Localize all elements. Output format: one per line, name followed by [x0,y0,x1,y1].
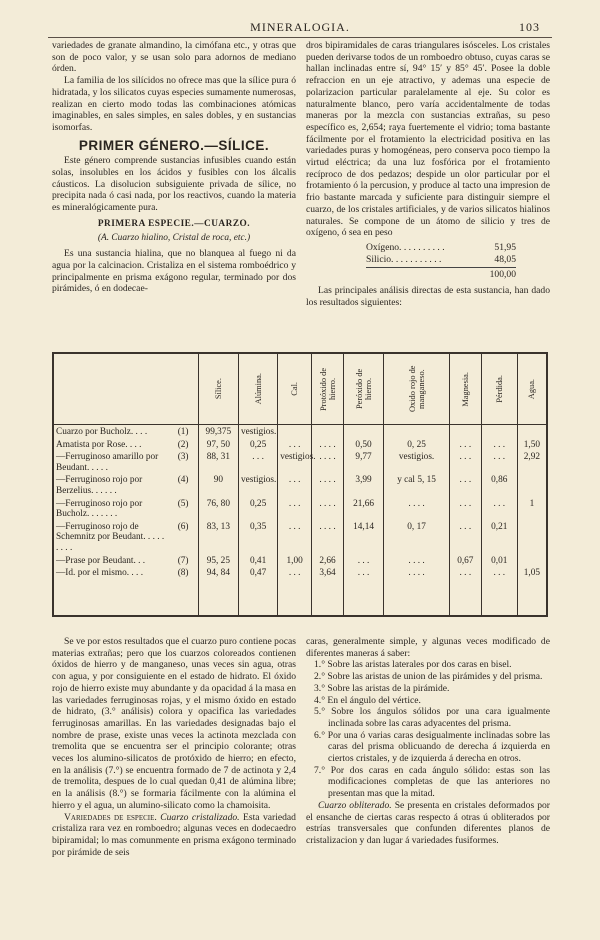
table-cell: 90 [198,473,238,496]
table-cell: 1,05 [517,566,546,579]
sample-name: —Ferruginoso amarillo por Beudant. . . . . [56,452,159,473]
table-cell: vestigios. [278,450,312,473]
table-cell: 0,25 [238,438,277,451]
table-cell [517,520,546,554]
table-row [54,473,546,496]
table-cell: . . . [449,520,481,554]
table-cell [481,579,517,615]
running-title: MINERALOGIA. [250,20,350,34]
table-cell: 1 [517,497,546,520]
sample-number: (4) [177,475,189,486]
paragraph: Se ve por estos resultados que el cuarzo puro contiene pocas materias extrañas; pero que los cuarzos coloreados contienen óxidos de hierro y de manganeso, unas veces sin agua, otras con agua, y por consiguiente en el estado de hidrato. El óxido rojo de hierro existe muy abundante y da opacidad á la masa en las variedades ferruginosas rojas, y el mismo óxido en estado de hidrato, (3.° análisis) colora y opacifica las variedades ferruginosas amarillas. En las variedades designadas bajo el nombre de prase, existe unas veces la actinota mezclada con tremolita que se encuentra ser el principio colorante; otras veces los alumino-silicatos de protóxido de hierro; en efecto, en la análisis (7.°) se encuentra formado de 7 de actinota y 2,4 de tremolita, despues de lo cual quedan 0,41 de alúmina libre; en la análisis (8.°) se formaria fácilmente con la alúmina el hierro y el agua, un alumino-silicato como la chamoisita. [52,636,296,811]
table-cell: 2,92 [517,450,546,473]
paragraph: caras, generalmente simple, y algunas veces modificado de diferentes maneras á saber: [306,636,550,659]
list-item: 3.° Sobre las aristas de la pirámide. [314,682,450,694]
sample-number: (6) [177,521,189,532]
table-cell: 76, 80 [198,497,238,520]
list-item: 2.° Sobre las aristas de union de las pirámides y del prisma. [314,671,543,683]
composition-value: 48,05 [494,253,516,265]
paragraph: Este género comprende sustancias infusibles cuando están solas, insolubles en los ácidos y fusibles con los álcalis cáusticos. La disolucion subsiguiente privada de sílice, no precipita nada ó casi nada, por los reactivos, cuando la materia es mineralógicamente pura. [52,155,296,214]
table-cell [198,579,238,615]
table-row [54,520,546,554]
table-cell: . . . [278,566,312,579]
table-cell: 0,67 [449,554,481,567]
table-cell [343,425,383,438]
table-cell: 0,86 [481,473,517,496]
table-cell: . . . . [384,566,450,579]
left-column-bottom [52,636,296,858]
table-cell: 1,00 [278,554,312,567]
table-cell: 0,50 [343,438,383,451]
table-cell: 0,25 [238,497,277,520]
table-cell: 0, 17 [384,520,450,554]
table-cell [517,425,546,438]
table-cell: 0,41 [238,554,277,567]
column-header: Peróxido de hierro. [343,354,383,425]
table-cell [517,473,546,496]
column-header: Alúmina. [238,354,277,425]
column-header: Protóxido de hierro. [312,354,344,425]
paragraph [306,800,550,847]
table-cell: . . . [278,473,312,496]
right-column-top [306,40,550,308]
table-cell [312,579,344,615]
sample-name: Cuarzo por Bucholz. . . . [56,427,148,437]
table-cell: vestigios. [238,425,277,438]
sample-name: Amatista por Rose. . . . [56,439,142,450]
paragraph: variedades de granate almandino, la cimófana etc., y otras que son de poco valor, y se usan solo para adornos de mediano órden. [52,40,296,75]
table-cell: . . . [449,497,481,520]
table-cell: . . . [343,554,383,567]
table-cell: . . . . [384,554,450,567]
table-cell: vestigios. [238,473,277,496]
table-cell: . . . . [312,450,344,473]
table-cell: . . . [481,438,517,451]
paragraph: Las principales análisis directas de esta sustancia, han dado los resultados siguientes: [306,285,550,308]
sample-name: —Ferruginoso rojo por Berzelius. . . . . . [56,475,143,496]
table-cell [449,425,481,438]
table-row [54,497,546,520]
table-cell: . . . [238,450,277,473]
paragraph: dros bipiramidales de caras triangulares isósceles. Los cristales pueden derivarse todos de un romboedro obtuso, cuyas caras se hallan inclinadas entre sí, 94° 15′ y 85° 45′. Posee la doble refraccion en un eje atractivo, y ademas una especie de polarizacion particular paralelamente al eje. Su color es naturalmente blanco, pero varía accidentalmente de todas maneras por la mezcla con sustancias extrañas, su peso específico es, 2,654; raya fuertemente el vidrio; toma bastante fácilmente por el frotamiento la electricidad positiva en las variedades puras y homogéneas, pero conserva poco tiempo la virtud eléctrica; da una luz fosfórica por el frotamiento recíproco de dos pedazos; despide un olor particular por el frotamiento ó la percusion, y produce al tacto una impresion de frio bastante marcada y suficiente para distinguir siempre el cuarzo, de los cristales artificiales, y de varios silicatos hialinos naturales. Se compone de un átomo de silicio y tres de oxígeno, ó sea en peso [306,40,550,239]
sample-number: (7) [177,555,189,566]
variety-text: Se presenta en cristales deformados por el ensanche de ciertas caras respecto á otras ú obliterados por estrías transversales que confunden diferentes planos de cristalizacion y dan lugar á variedades fusiformes. [306,799,551,846]
table-cell [481,425,517,438]
table-cell: . . . [278,438,312,451]
table-cell [278,425,312,438]
table-cell: . . . . [384,497,450,520]
table-cell: 94, 84 [198,566,238,579]
table-cell: 0,35 [238,520,277,554]
table-cell: 3,99 [343,473,383,496]
sample-name: —Ferruginoso rojo por Bucholz. . . . . . . [56,498,143,520]
composition-table [366,242,516,281]
list-item: 1.° Sobre las aristas laterales por dos caras en bisel. [314,659,512,671]
column-header: Pérdida. [481,354,517,425]
table-header-row [54,354,546,425]
table-cell [384,579,450,615]
table-cell [449,579,481,615]
table-cell [517,579,546,615]
table-cell: . . . [343,566,383,579]
table-cell: 0,21 [481,520,517,554]
table-cell: 0,47 [238,566,277,579]
table-cell [312,425,344,438]
species-heading: PRIMERA ESPECIE.—CUARZO. [97,218,251,229]
sample-number: (8) [177,568,189,579]
sample-number: (1) [177,427,189,437]
table-cell: vestigios. [384,450,450,473]
list-item: 7.° Por dos caras en cada ángulo sólido: estas son las modificaciones completas de que las anteriores no presentan mas que la mitad. [314,764,550,800]
section-heading: PRIMER GÉNERO.—SÍLICE. [78,137,270,153]
page-number: 103 [519,20,540,34]
sample-number: (2) [177,439,189,450]
table-cell [517,554,546,567]
list-item: 4.° En el ángulo del vértice. [314,694,421,706]
table-cell [278,579,312,615]
table-cell: . . . [449,473,481,496]
table-row [54,425,546,438]
table-cell: 83, 13 [198,520,238,554]
table-cell: 9,77 [343,450,383,473]
variety-name: Cuarzo cristalizado. [160,811,240,823]
table-cell: 99,375 [198,425,238,438]
composition-row [366,242,516,254]
table-cell: . . . [449,450,481,473]
sample-name: —Prase por Beudant. . . [56,555,146,566]
sample-name: —Id. por el mismo. . . . [56,568,144,579]
table-cell [54,579,169,615]
column-header: Sílice. [198,354,238,425]
column-header: Agua. [517,354,546,425]
table-row [54,566,546,579]
list-item: 6.° Por una ó varias caras desigualmente inclinadas sobre las caras del prisma oblicuando de derecha á izquierda en ciertos cristales, y de izquierda á derecha en otros. [314,729,550,765]
paragraph: La familia de los silícidos no ofrece mas que la sílice pura ó hidratada, y los silicatos cuyas especies sumamente numerosas, realizan en cierto modo todas las combinaciones atómicas imaginables, en sales simples, en sales dobles, y en sustancias isomorfas. [52,75,296,133]
table-filler-row [54,579,546,615]
table-row [54,450,546,473]
table-row [54,438,546,451]
table-cell: 21,66 [343,497,383,520]
paragraph [52,812,296,859]
table-cell: 3,64 [312,566,344,579]
list-item: 5.° Sobre los ángulos sólidos por una cara igualmente inclinada sobre las caras adyacentes del prisma. [314,706,550,729]
column-header: Magnesia. [449,354,481,425]
modification-list [306,659,550,799]
table-cell: . . . [449,438,481,451]
table-cell: . . . . [312,520,344,554]
sample-name: —Ferruginoso rojo de Schemnitz por Beudant. . . . . . . . . [56,521,165,553]
variety-text: Esta variedad cristaliza rara vez en romboedro; algunas veces en dodecaedro bipiramidal; lo mas comunmente en prisma exágono terminado por pirámide de seis [52,811,296,858]
table-cell: 0, 25 [384,438,450,451]
table-cell: 14,14 [343,520,383,554]
paragraph: Es una sustancia hialina, que no blanquea al fuego ni da agua por la calcinacion. Cristaliza en el sistema romboédrico y principalmente en prisma exágono regular, terminado por dos pirámides, ó en dodecae- [52,248,296,295]
table-cell: . . . . [312,497,344,520]
variety-label: Variedades de especie. [64,811,157,823]
analysis-table [52,352,548,617]
composition-element: Silicio. . . . . . . . . . . [366,253,442,265]
table-cell [238,579,277,615]
composition-total: 100,00 [366,267,516,281]
column-header: Oxido rojo de manganeso. [384,354,450,425]
table-cell: 97, 50 [198,438,238,451]
sample-number: (3) [177,452,189,463]
table-cell [169,579,199,615]
table-cell: . . . . [312,438,344,451]
header-rule [48,37,552,38]
table-cell: . . . [449,566,481,579]
right-column-bottom [306,636,550,847]
table-cell: y cal 5, 15 [384,473,450,496]
table-cell: . . . [481,450,517,473]
table-cell: . . . [278,520,312,554]
composition-value: 51,95 [494,241,516,253]
table-cell: . . . [481,566,517,579]
composition-row [366,254,516,266]
table-cell: 95, 25 [198,554,238,567]
table-row [54,554,546,567]
table-header-blank [169,354,199,425]
column-header: Cal. [278,354,312,425]
table-cell [343,579,383,615]
variety-name: Cuarzo obliterado. [318,799,392,811]
table-cell: 88, 31 [198,450,238,473]
composition-element: Oxígeno. . . . . . . . . . [366,241,445,253]
table-cell: . . . [278,497,312,520]
table-cell: 2,66 [312,554,344,567]
table-cell: 1,50 [517,438,546,451]
species-subtitle: (A. Cuarzo hialino, Cristal de roca, etc.) [97,232,251,243]
left-column-top [52,40,296,295]
table-header-blank [54,354,169,425]
table-cell: . . . . [312,473,344,496]
table-cell: 0,01 [481,554,517,567]
sample-number: (5) [177,498,189,509]
table-cell: . . . [481,497,517,520]
table-cell [384,425,450,438]
running-header [60,20,540,36]
